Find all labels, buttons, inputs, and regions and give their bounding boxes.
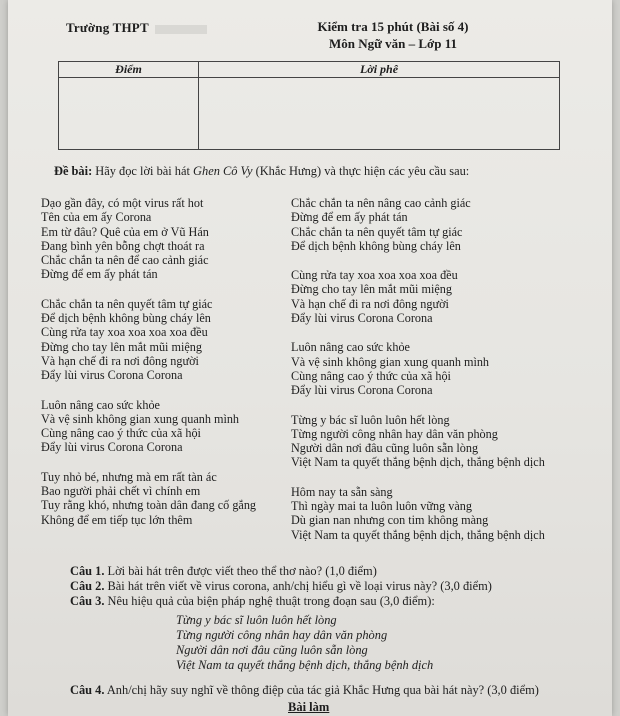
question-4-text: Anh/chị hãy suy nghĩ về thông điệp của tác giả Khắc Hưng qua bài hát này? (3,0 điểm) — [104, 683, 539, 697]
lyric-line: Đẩy lùi virus Corona Corona — [291, 311, 433, 326]
lyric-line: Đẩy lùi virus Corona Corona — [41, 440, 183, 455]
lyric-line: Từng người công nhân hay dân văn phòng — [291, 426, 498, 441]
prompt-text-1: Hãy đọc lời bài hát — [92, 164, 194, 178]
lyric-line: Để dịch bệnh không bùng cháy lên — [41, 311, 211, 326]
score-column-header: Điểm — [59, 62, 199, 78]
lyric-line: Cùng rửa tay xoa xoa xoa xoa đều — [291, 268, 458, 283]
lyrics-left-column — [41, 196, 256, 527]
stanza-gap — [41, 383, 256, 398]
question-2-text: Bài hát trên viết về virus corona, anh/chị hiểu gì về loại virus này? (3,0 điểm) — [104, 579, 492, 593]
lyric-line: Đẩy lùi virus Corona Corona — [41, 368, 183, 383]
lyric-line: Đừng cho tay lên mắt mũi miệng — [291, 282, 452, 297]
lyric-line: Chắc chắn ta nên nâng cao cảnh giác — [291, 196, 471, 210]
question-4 — [70, 683, 539, 698]
lyric-line: Và vệ sinh không gian xung quanh mình — [41, 411, 240, 426]
redacted-school-name — [155, 25, 207, 34]
lyric-line: Đẩy lùi virus Corona Corona — [291, 383, 433, 398]
lyric-line: Đừng để em ấy phát tán — [291, 210, 408, 225]
lyric-line: Luôn nâng cao sức khỏe — [41, 397, 160, 412]
lyric-line: Tên của em ấy Corona — [41, 210, 152, 225]
exam-heading — [293, 18, 493, 52]
question-3-label: Câu 3. — [70, 594, 105, 608]
lyric-line: Và hạn chế đi ra nơi đông người — [41, 353, 199, 368]
prompt-text-2: (Khắc Hưng) và thực hiện các yêu cầu sau: — [252, 164, 470, 178]
stanza-gap — [291, 253, 545, 268]
answer-heading: Bài làm — [288, 700, 330, 714]
exam-subject: Môn Ngữ văn – Lớp 11 — [328, 36, 458, 51]
lyric-line: Và hạn chế đi ra nơi đông người — [291, 296, 449, 311]
question-3-text: Nêu hiệu quả của biện pháp nghệ thuật trong đoạn sau (3,0 điểm): — [104, 594, 435, 608]
lyric-line: Cùng nâng cao ý thức của xã hội — [291, 368, 451, 383]
lyric-line: Bao người phải chết vì chính em — [41, 484, 201, 499]
lyric-line: Để dịch bệnh không bùng cháy lên — [291, 238, 461, 253]
question-4-label: Câu 4. — [70, 683, 105, 697]
song-title: Ghen Cô Vy — [193, 164, 253, 178]
lyric-line: Và vệ sinh không gian xung quanh mình — [291, 354, 490, 369]
question-1-text: Lời bài hát trên được viết theo thể thơ nào? (1,0 điểm) — [104, 564, 377, 578]
prompt-label: Đề bài: — [54, 164, 93, 178]
lyric-line: Đang bình yên bỗng chợt thoát ra — [41, 238, 205, 253]
exam-title: Kiểm tra 15 phút (Bài số 4) — [317, 19, 469, 34]
lyric-line: Việt Nam ta quyết thắng bệnh dịch, thắng bệnh dịch — [291, 455, 545, 470]
lyric-line: Việt Nam ta quyết thắng bệnh dịch, thắng bệnh dịch — [291, 527, 545, 542]
lyric-line: Không để em tiếp tục lớn thêm — [41, 512, 193, 527]
stanza-gap — [291, 470, 545, 485]
lyric-line: Thì ngày mai ta luôn luôn vững vàng — [291, 499, 472, 514]
question-1 — [70, 564, 377, 579]
quote-line: Người dân nơi đâu cũng luôn sẵn lòng — [176, 643, 368, 657]
quote-line: Từng người công nhân hay dân văn phòng — [176, 628, 388, 642]
comment-cell — [199, 78, 560, 150]
lyrics-right-column — [291, 196, 545, 542]
lyric-line: Đừng để em ấy phát tán — [41, 267, 158, 282]
lyric-line: Em từ đâu? Quê của em ở Vũ Hán — [41, 224, 209, 239]
lyric-line: Đừng cho tay lên mắt mũi miệng — [41, 339, 202, 354]
lyric-line: Từng y bác sĩ luôn luôn hết lòng — [291, 412, 450, 427]
comment-column-header: Lời phê — [199, 62, 560, 78]
question-2 — [70, 579, 492, 594]
quoted-lyrics — [176, 613, 433, 673]
school-name — [66, 20, 207, 36]
lyric-line: Tuy nhỏ bé, nhưng mà em rất tàn ác — [41, 469, 217, 484]
question-1-label: Câu 1. — [70, 564, 105, 578]
stanza-gap — [291, 398, 545, 413]
stanza-gap — [41, 455, 256, 470]
score-table — [58, 61, 560, 150]
lyric-line: Chắc chắn ta nên quyết tâm tự giác — [291, 224, 463, 239]
exam-prompt — [54, 164, 469, 179]
exam-paper — [8, 0, 612, 716]
lyric-line: Cùng nâng cao ý thức của xã hội — [41, 426, 201, 441]
quote-line: Việt Nam ta quyết thắng bệnh dịch, thắng bệnh dịch — [176, 658, 434, 672]
lyric-line: Dạo gần đây, có một virus rất hot — [41, 196, 204, 210]
lyric-line: Tuy rằng khó, nhưng toàn dân đang cố gắng — [41, 498, 257, 513]
stanza-gap — [291, 325, 545, 340]
question-3 — [70, 594, 435, 609]
lyric-line: Cùng rửa tay xoa xoa xoa xoa đều — [41, 325, 208, 340]
lyric-line: Dù gian nan nhưng con tim không màng — [291, 513, 489, 528]
quote-line: Từng y bác sĩ luôn luôn hết lòng — [176, 613, 337, 627]
lyric-line: Chắc chắn ta nên để cao cảnh giác — [41, 253, 209, 268]
lyric-line: Người dân nơi đâu cũng luôn sẵn lòng — [291, 441, 479, 456]
question-2-label: Câu 2. — [70, 579, 105, 593]
lyric-line: Chắc chắn ta nên quyết tâm tự giác — [41, 296, 213, 311]
stanza-gap — [41, 282, 256, 297]
score-cell — [59, 78, 199, 150]
lyric-line: Luôn nâng cao sức khỏe — [291, 340, 410, 355]
lyric-line: Hôm nay ta sẵn sàng — [291, 484, 393, 499]
school-label: Trường THPT — [66, 20, 149, 35]
